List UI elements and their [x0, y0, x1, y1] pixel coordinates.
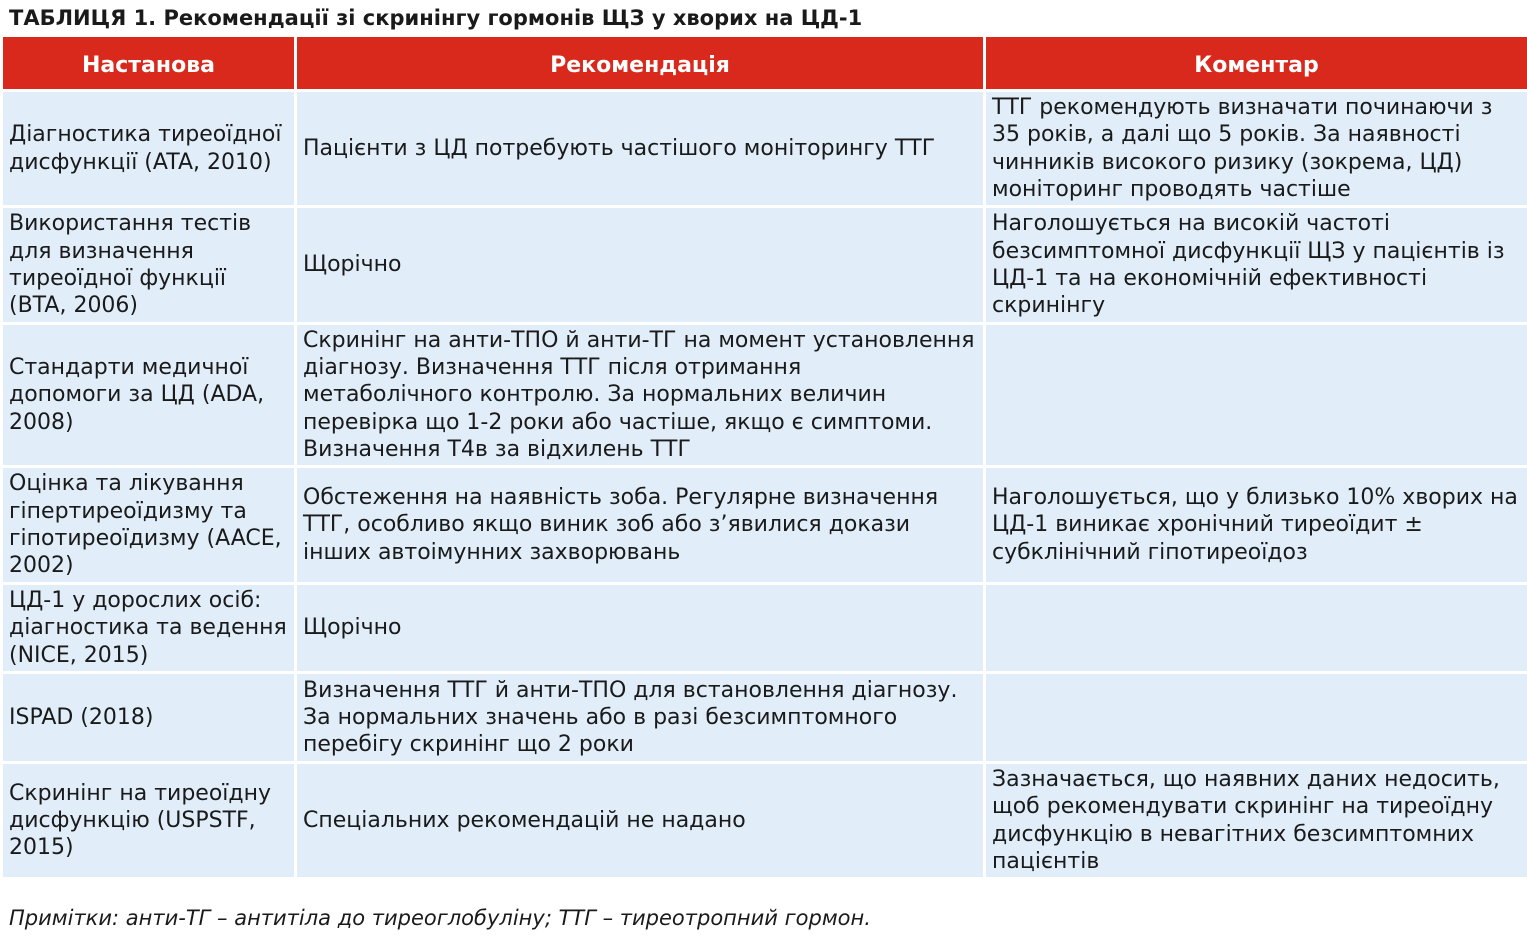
table-row — [3, 674, 1527, 761]
recommendations-table — [0, 34, 1527, 880]
guideline-cell: Діагностика тиреоїдної дисфункції (ATA, 2010) — [3, 92, 294, 205]
recommendation-cell: Скринінг на анти-ТПО й анти-ТГ на момент установлення діагнозу. Визначення ТТГ після отримання метаболічного контролю. За нормальних величин перевірка що 1-2 роки або частіше, якщо є симптоми. Визначення Т4в за відхилень ТТГ — [297, 325, 983, 465]
table-row — [3, 325, 1527, 465]
comment-cell: Наголошується на високій частоті безсимптомної дисфункції ЩЗ у пацієнтів із ЦД-1 та на економічній ефективності скринінгу — [986, 208, 1527, 322]
comment-cell: Наголошується, що у близько 10% хворих на ЦД-1 виникає хронічний тиреоїдит ± субклінічний гіпотиреоїдоз — [986, 468, 1527, 582]
table-row — [3, 468, 1527, 582]
comment-cell — [986, 325, 1527, 465]
table-row — [3, 585, 1527, 671]
recommendation-cell: Щорічно — [297, 208, 983, 322]
guideline-cell: ISPAD (2018) — [3, 674, 294, 761]
table-footnote: Примітки: анти-ТГ – антитіла до тиреоглобуліну; ТТГ – тиреотропний гормон. — [9, 906, 871, 930]
table-row — [3, 208, 1527, 322]
guideline-cell: Використання тестів для визначення тиреоїдної функції (BTA, 2006) — [3, 208, 294, 322]
table-row — [3, 764, 1527, 877]
recommendation-cell: Визначення ТТГ й анти-ТПО для встановлення діагнозу. За нормальних значень або в разі безсимптомного перебігу скринінг що 2 роки — [297, 674, 983, 761]
column-header-comment: Коментар — [986, 37, 1527, 89]
recommendation-cell: Спеціальних рекомендацій не надано — [297, 764, 983, 877]
guideline-cell: Скринінг на тиреоїдну дисфункцію (USPSTF, 2015) — [3, 764, 294, 877]
guideline-cell: ЦД-1 у дорослих осіб: діагностика та ведення (NICE, 2015) — [3, 585, 294, 671]
guideline-cell: Оцінка та лікування гіпертиреоїдизму та гіпотиреоїдизму (AACE, 2002) — [3, 468, 294, 582]
comment-cell — [986, 674, 1527, 761]
comment-cell — [986, 585, 1527, 671]
table-title: ТАБЛИЦЯ 1. Рекомендації зі скринінгу гормонів ЩЗ у хворих на ЦД-1 — [9, 6, 863, 30]
guideline-cell: Стандарти медичної допомоги за ЦД (ADA, 2008) — [3, 325, 294, 465]
recommendation-cell: Пацієнти з ЦД потребують частішого моніторингу ТТГ — [297, 92, 983, 205]
comment-cell: ТТГ рекомендують визначати починаючи з 35 років, а далі що 5 років. За наявності чинників високого ризику (зокрема, ЦД) моніторинг проводять частіше — [986, 92, 1527, 205]
table-header-row — [3, 37, 1527, 89]
comment-cell: Зазначається, що наявних даних недосить, щоб рекомендувати скринінг на тиреоїдну дисфункцію в невагітних безсимптомних пацієнтів — [986, 764, 1527, 877]
recommendation-cell: Щорічно — [297, 585, 983, 671]
recommendation-cell: Обстеження на наявність зоба. Регулярне визначення ТТГ, особливо якщо виник зоб або з’явилися докази інших автоімунних захворювань — [297, 468, 983, 582]
table-row — [3, 92, 1527, 205]
column-header-guideline: Настанова — [3, 37, 294, 89]
column-header-recommendation: Рекомендація — [297, 37, 983, 89]
